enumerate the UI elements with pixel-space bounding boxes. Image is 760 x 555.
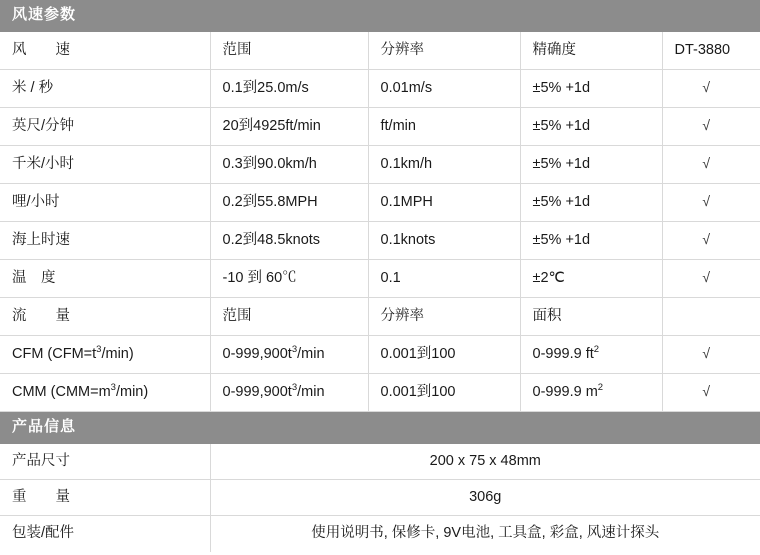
row-model-mark: √ (662, 222, 760, 260)
row-label-post: /min) (101, 345, 134, 362)
row-resolution: 0.01m/s (368, 70, 520, 108)
row-range: 0.1到25.0m/s (210, 70, 368, 108)
column-header-flow-resolution: 分辨率 (368, 298, 520, 336)
flow-header-row (0, 298, 760, 336)
table-row (0, 70, 760, 108)
column-header-area: 面积 (520, 298, 662, 336)
row-model-mark: √ (662, 184, 760, 222)
column-header-flow: 流 量 (0, 298, 210, 336)
row-range: 0.2到55.8MPH (210, 184, 368, 222)
row-range: -10 到 60℃ (210, 260, 368, 298)
row-range-sup: 3 (291, 344, 298, 356)
row-label-sup: 3 (96, 344, 102, 356)
table-row (0, 336, 760, 374)
row-model-mark: √ (662, 146, 760, 184)
info-value: 使用说明书, 保修卡, 9V电池, 工具盒, 彩盒, 风速计探头 (311, 525, 660, 542)
row-range-post: /min (297, 383, 325, 400)
row-model-mark: √ (662, 374, 760, 412)
row-label: 哩/小时 (0, 184, 210, 222)
row-accuracy: ±5% +1d (520, 108, 662, 146)
row-label: 英尺/分钟 (0, 108, 210, 146)
column-header-wind-speed: 风 速 (0, 32, 210, 70)
row-area-sup: 2 (597, 382, 604, 394)
row-area-pre: 0-999.9 ft (532, 345, 594, 362)
row-range (210, 336, 368, 374)
info-label: 产品尺寸 (0, 444, 210, 480)
row-model-mark: √ (662, 70, 760, 108)
table-row (0, 260, 760, 298)
row-range: 20到4925ft/min (210, 108, 368, 146)
row-range (210, 374, 368, 412)
row-range-pre: 0-999,900t (222, 345, 292, 362)
table-row (0, 222, 760, 260)
row-resolution: 0.001到100 (368, 374, 520, 412)
row-range: 0.3到90.0km/h (210, 146, 368, 184)
column-header-model: DT-3880 (662, 32, 760, 70)
row-accuracy: ±5% +1d (520, 222, 662, 260)
row-accuracy: ±2℃ (520, 260, 662, 298)
row-range: 0.2到48.5knots (210, 222, 368, 260)
row-label (0, 374, 210, 412)
row-resolution: 0.1MPH (368, 184, 520, 222)
row-resolution: ft/min (368, 108, 520, 146)
column-header-range: 范围 (210, 32, 368, 70)
row-label-pre: CMM (CMM=m (12, 383, 111, 400)
row-label-post: /min) (115, 383, 149, 400)
row-area-pre: 0-999.9 m (532, 383, 598, 400)
row-accuracy: ±5% +1d (520, 70, 662, 108)
info-label: 重 量 (0, 480, 210, 516)
row-label-sup: 3 (110, 382, 116, 394)
info-value: 306g (210, 480, 760, 516)
row-resolution: 0.1 (368, 260, 520, 298)
info-value: 200 x 75 x 48mm (210, 444, 760, 480)
info-label: 包装/配件 (0, 516, 210, 552)
row-model-mark: √ (662, 260, 760, 298)
row-model-mark: √ (662, 108, 760, 146)
column-header-resolution: 分辨率 (368, 32, 520, 70)
row-label (0, 336, 210, 374)
table-row (0, 146, 760, 184)
table-row (0, 184, 760, 222)
product-section-title: 产品信息 (0, 412, 760, 444)
row-label: 千米/小时 (0, 146, 210, 184)
table-header-row (0, 32, 760, 70)
wind-parameters-table (0, 32, 760, 413)
column-header-flow-blank (662, 298, 760, 336)
row-label: 海上时速 (0, 222, 210, 260)
row-accuracy: ±5% +1d (520, 146, 662, 184)
table-row (0, 374, 760, 412)
row-label-pre: CFM (CFM=t (12, 345, 97, 362)
row-area (520, 336, 662, 374)
row-label: 米 / 秒 (0, 70, 210, 108)
row-range-pre: 0-999,900t (222, 383, 292, 400)
row-label: 温 度 (0, 260, 210, 298)
row-model-mark: √ (662, 336, 760, 374)
product-info-table (0, 444, 760, 552)
row-area (520, 374, 662, 412)
row-area-sup: 2 (593, 344, 600, 356)
table-row (0, 516, 760, 552)
row-accuracy: ±5% +1d (520, 184, 662, 222)
row-range-post: /min (297, 345, 325, 362)
wind-section-title: 风速参数 (0, 0, 760, 32)
row-resolution: 0.1km/h (368, 146, 520, 184)
row-resolution: 0.001到100 (368, 336, 520, 374)
row-range-sup: 3 (291, 382, 298, 394)
row-resolution: 0.1knots (368, 222, 520, 260)
table-row (0, 480, 760, 516)
table-row (0, 108, 760, 146)
column-header-flow-range: 范围 (210, 298, 368, 336)
column-header-accuracy: 精确度 (520, 32, 662, 70)
table-row (0, 444, 760, 480)
